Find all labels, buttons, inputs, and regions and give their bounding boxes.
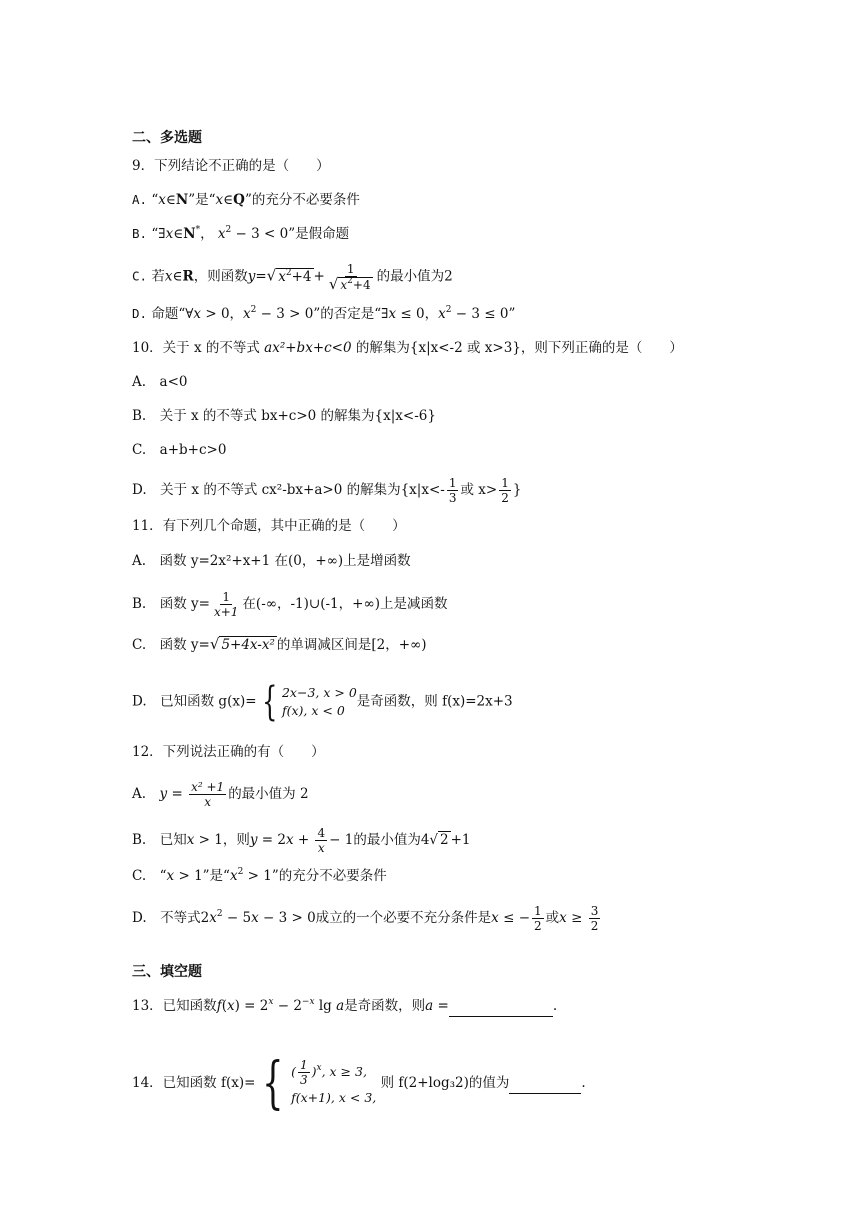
question-12-option-d: D. 不等式$2x^2 - 5x - 3 > 0$成立的一个必要不充分条件是x ≤ − $\frac{1}{2}$ 或x ≥ $\frac{3}{2}$: [132, 904, 599, 933]
section-multiple-choice-heading: 二、多选题: [132, 130, 202, 146]
question-12-option-a: A. y = $\frac{\text{x² +1}}{x}$ 的最小值为 2: [132, 780, 309, 809]
section-fill-in-heading: 三、填空题: [132, 964, 202, 980]
question-9-option-b: B. “∃x∈N*， $x^2 - 3 < 0$”是假命题: [132, 225, 350, 242]
question-11-option-d: D. 已知函数 g(x)= { 2x−3, x > 0 f(x), x < 0 是奇函数，则 f(x)=2x+3: [132, 679, 513, 725]
question-12-option-c: C. “x > 1”是“$x^2 > 1$”的充分不必要条件: [132, 867, 387, 884]
question-9-option-d: D. 命题“∀x > 0，$x^2 - 3 > 0$”的否定是“∃x ≤ 0，$x^2 - 3 \le 0$”: [132, 305, 516, 322]
question-13: 13．已知函数$f(x) = 2^x - 2^{-x}$ lg a是奇函数，则a = .: [132, 996, 557, 1017]
question-12-option-b: B. 已知x > 1，则y = 2x + $\frac{4}{x}$ − 1的最小值为4√ 2 +1: [132, 826, 471, 855]
question-11-stem: 11．有下列几个命题，其中正确的是（ ）: [132, 518, 406, 534]
question-9-option-c: C. 若x∈R，则函数y=√ $x^2+4$ + $\frac{1}{√ x^2+4}$ 的最小值为2: [132, 262, 453, 293]
question-11-option-b: B. 函数 y= $\frac{1}{x+1}$ 在(-∞，-1)∪(-1，+∞)上是减函数: [132, 590, 448, 619]
question-9-stem: 9．下列结论不正确的是（ ）: [132, 158, 330, 174]
question-10-option-c: C. a+b+c>0: [132, 442, 227, 458]
question-14: 14．已知函数 f(x)= { ( $\frac{1}{3}$ )$^x$, x ≥ 3, f(x+1), x < 3, 则 f(2+log₃2)的值为 .: [132, 1050, 586, 1116]
answer-blank-13[interactable]: [449, 996, 553, 1017]
question-10-option-a: A. a<0: [132, 374, 188, 390]
question-10-option-b: B. 关于 x 的不等式 bx+c>0 的解集为{x|x<-6}: [132, 408, 436, 424]
question-12-stem: 12．下列说法正确的有（ ）: [132, 744, 325, 760]
question-9-option-a: A. “x∈N”是“x∈Q”的充分不必要条件: [132, 192, 360, 208]
question-11-option-a: A. 函数 y=2x²+x+1 在(0，+∞)上是增函数: [132, 553, 411, 569]
answer-blank-14[interactable]: [509, 1073, 581, 1094]
question-10-stem: 10．关于 x 的不等式 ax²+bx+c<0 的解集为{x|x<-2 或 x>3}，则下列正确的是（ ）: [132, 340, 683, 356]
question-10-option-d: D. 关于 x 的不等式 cx²-bx+a>0 的解集为{x|x<- $\frac{1}{3}$ 或 x> $\frac{1}{2}$ }: [132, 476, 522, 505]
question-11-option-c: C. 函数 y=√ 5+4x-x² 的单调减区间是[2，+∞): [132, 635, 427, 653]
